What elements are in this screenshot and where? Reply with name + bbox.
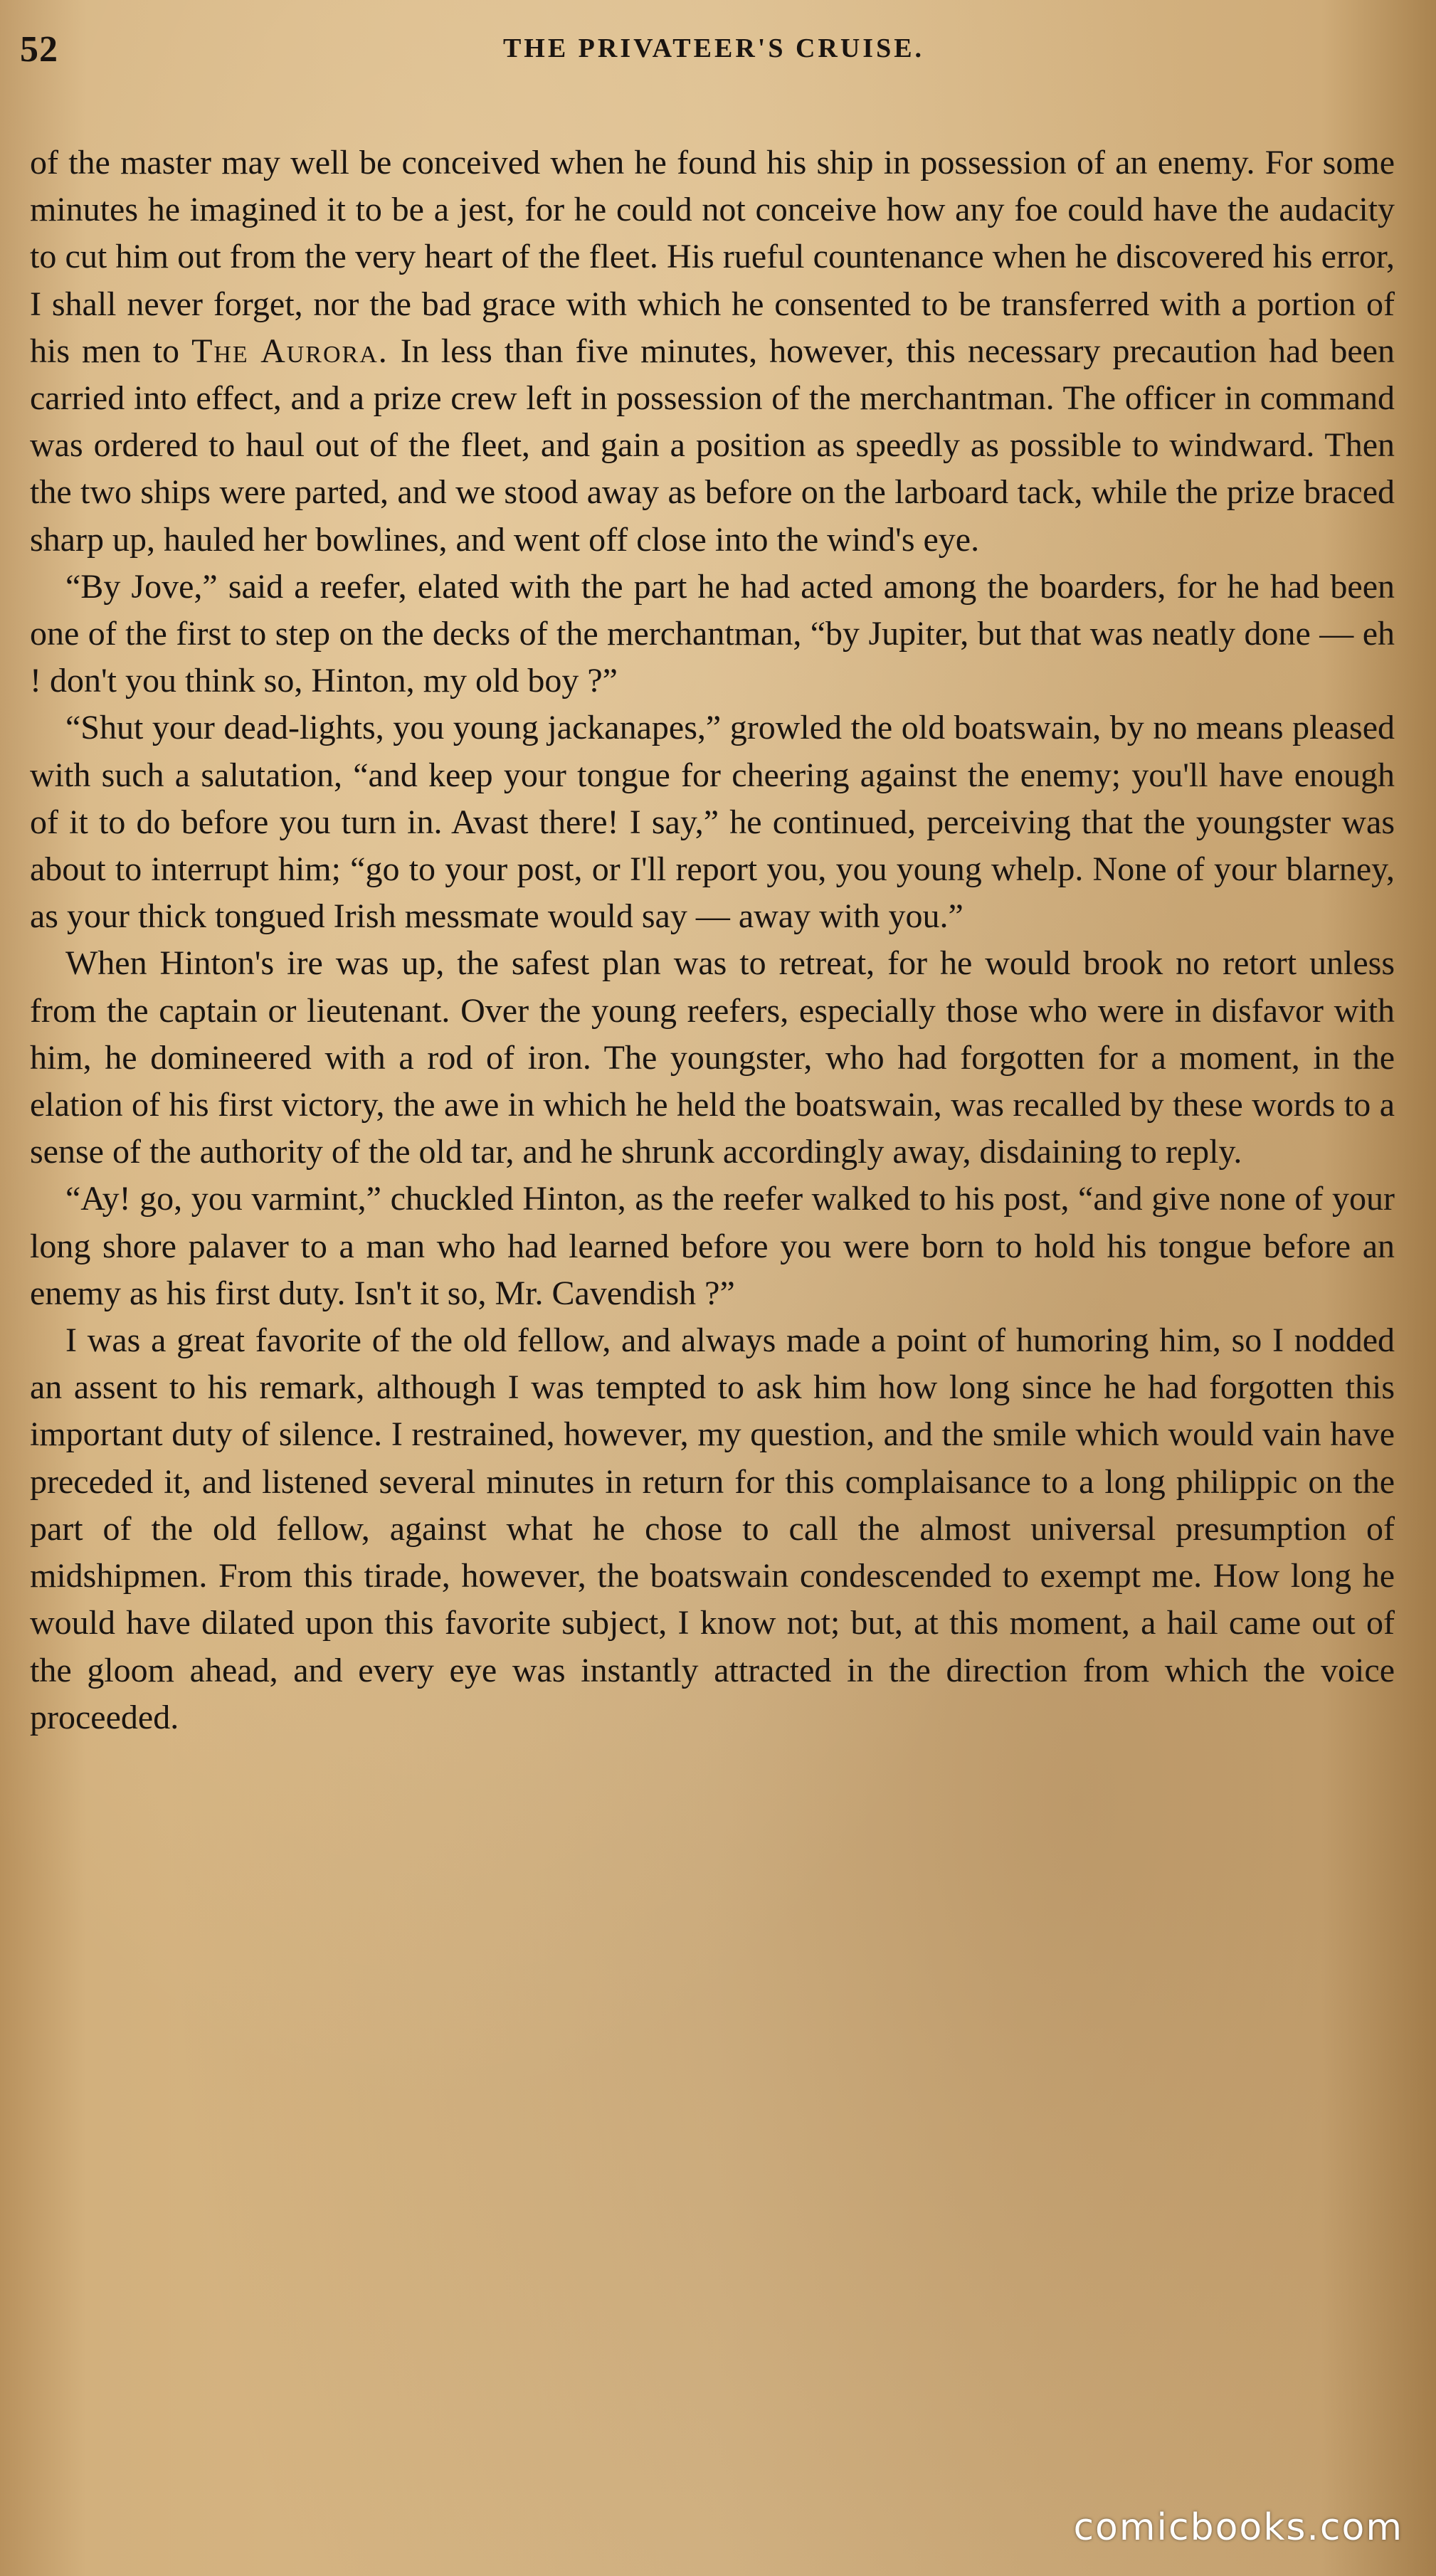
page-number: 52: [20, 29, 58, 70]
paragraph-5: “Ay! go, you varmint,” chuckled Hinton, as the reefer walked to his post, “and give none of your long shore palaver to a man who had learned before you were born to hold his tongue before an enemy as his first duty. Isn't it so, Mr. Cavendish ?”: [30, 1180, 1395, 1312]
ship-name: The Aurora.: [191, 332, 389, 370]
body-text: [30, 139, 1395, 1741]
paragraph-1-text-before: of the master may well be conceived when he found his ship in possession of an enemy. For some minutes he imagined it to be a jest, for he could not conceive how any foe could have the audacity to cut him out from the very heart of the fleet. His rueful countenance when he discovered his error, I shall never forget, nor the bad grace with which he consented to be transferred with a portion of his men to: [30, 144, 1395, 370]
running-title: THE PRIVATEER'S CRUISE.: [502, 33, 925, 63]
paragraph-2: “By Jove,” said a reefer, elated with the part he had acted among the boarders, for he had been one of the first to step on the decks of the merchantman, “by Jupiter, but that was neatly done — eh ! don't you think so, Hinton, my old boy ?”: [30, 567, 1395, 700]
paragraph-1: [30, 139, 1395, 564]
page-header: [20, 28, 1408, 78]
paragraph-1-text-after: In less than five minutes, however, this necessary precaution had been carried into effect, and a prize crew left in possession of the merchantman. The officer in command was ordered to haul out of the fleet, and gain a position as speedly as possible to windward. Then the two ships were parted, and we stood away as before on the larboard tack, while the prize braced sharp up, hauled her bowlines, and went off close into the wind's eye.: [30, 332, 1395, 559]
paragraph-4: When Hinton's ire was up, the safest plan was to retreat, for he would brook no retort unless from the captain or lieutenant. Over the young reefers, especially those who were in disfavor with him, he domineered with a rod of iron. The youngster, who had forgotten for a moment, in the elation of his first victory, the awe in which he held the boatswain, was recalled by these words to a sense of the authority of the old tar, and he shrunk accordingly away, disdaining to reply.: [30, 944, 1395, 1171]
paragraph-3: “Shut your dead-lights, you young jackanapes,” growled the old boatswain, by no means pleased with such a salutation, “and keep your tongue for cheering against the enemy; you'll have enough of it to do before you turn in. Avast there! I say,” he continued, perceiving that the youngster was about to interrupt him; “go to your post, or I'll report you, you young whelp. None of your blarney, as your thick tongued Irish messmate would say — away with you.”: [30, 709, 1395, 936]
paragraph-6: I was a great favorite of the old fellow, and always made a point of humoring him, so I nodded an assent to his remark, although I was tempted to ask him how long since he had forgotten this important duty of silence. I restrained, however, my question, and the smile which would vain have preceded it, and listened several minutes in return for this complaisance to a long philippic on the part of the old fellow, against what he chose to call the almost universal presumption of midshipmen. From this tirade, however, the boatswain condescended to exempt me. How long he would have dilated upon this favorite subject, I know not; but, at this moment, a hail came out of the gloom ahead, and every eye was instantly attracted in the direction from which the voice proceeded.: [30, 1321, 1395, 1736]
watermark-credit: comicbooks.com: [1073, 2506, 1403, 2549]
